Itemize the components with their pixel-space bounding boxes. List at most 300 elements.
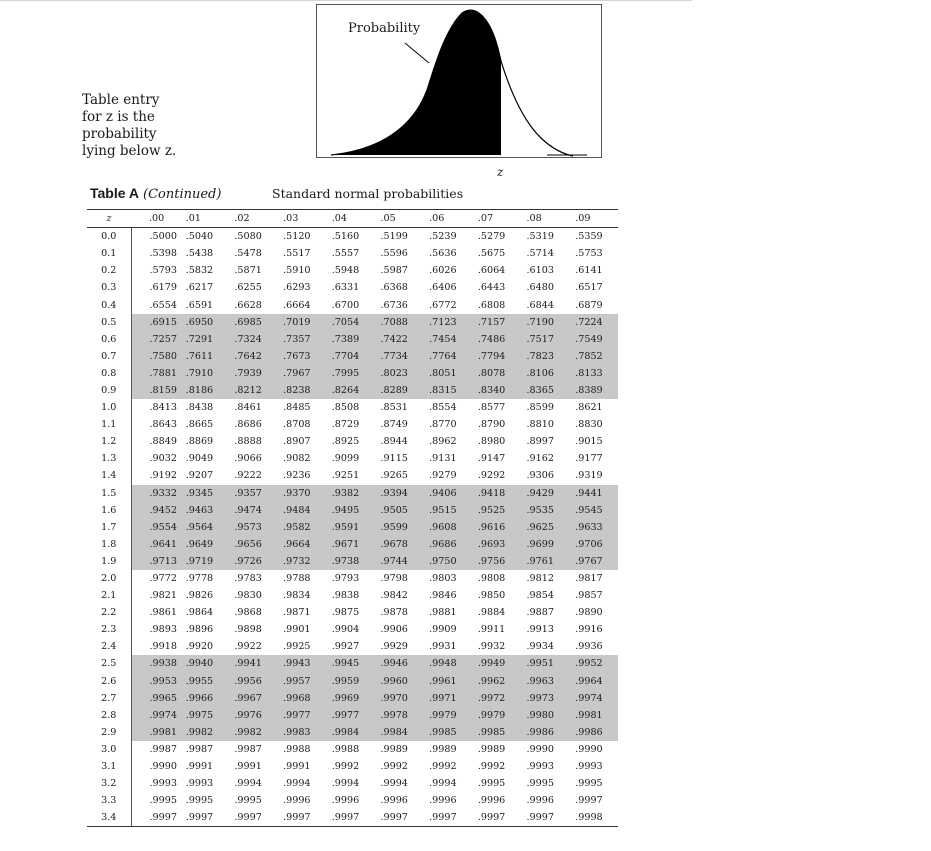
probability-cell: .8849	[149, 436, 177, 448]
probability-cell: .9756	[472, 553, 521, 570]
z-value-cell: 1.1	[87, 416, 131, 433]
table-row	[87, 690, 618, 707]
probability-cell: .9370	[277, 485, 326, 502]
probability-cell: .9978	[374, 707, 423, 724]
z-column-header: z	[87, 210, 131, 228]
probability-cell: .9678	[374, 536, 423, 553]
probability-cell: .9993	[526, 761, 554, 773]
probability-cell: .7823	[521, 348, 570, 365]
probability-cell: .8315	[423, 382, 472, 399]
probability-cell: .9992	[429, 761, 457, 773]
table-row	[87, 433, 618, 450]
probability-cell: .7734	[374, 348, 423, 365]
probability-cell: .9332	[131, 485, 180, 502]
probability-cell: .9977	[277, 707, 326, 724]
probability-cell: .9713	[131, 553, 180, 570]
probability-cell: .9943	[277, 655, 326, 672]
probability-cell: .9441	[569, 485, 618, 502]
probability-cell: .9772	[149, 573, 177, 585]
probability-cell: .9983	[277, 724, 326, 741]
table-row	[87, 792, 618, 809]
probability-cell: .6255	[234, 282, 262, 294]
probability-cell: .9177	[575, 453, 603, 465]
table-row	[87, 570, 618, 587]
probability-cell: .7967	[277, 365, 326, 382]
probability-cell: .8485	[283, 402, 311, 414]
probability-cell: .9995	[149, 795, 177, 807]
z-value-cell: 1.6	[87, 502, 131, 519]
probability-cell: .9719	[180, 553, 229, 570]
probability-cell: .9515	[423, 502, 472, 519]
probability-cell: .8665	[185, 419, 214, 431]
probability-cell: .9988	[331, 743, 360, 755]
probability-cell: .8686	[234, 419, 262, 431]
table-name: Table A	[90, 185, 140, 201]
probability-cell: .7291	[180, 331, 229, 348]
table-subtitle: Standard normal probabilities	[272, 186, 464, 201]
z-value-cell: 0.0	[87, 228, 131, 246]
z-value-cell: 2.1	[87, 587, 131, 604]
probability-cell: .6026	[429, 265, 457, 277]
probability-cell: .6293	[283, 282, 311, 294]
z-value-cell: 0.8	[87, 365, 131, 382]
table-row	[87, 382, 618, 399]
probability-cell: .9732	[277, 553, 326, 570]
probability-cell: .9979	[423, 707, 472, 724]
probability-cell: .9929	[380, 641, 408, 653]
probability-cell: .6331	[331, 282, 360, 294]
probability-cell: .9131	[429, 453, 457, 465]
column-header: .02	[228, 210, 277, 228]
z-value-cell: 1.5	[87, 485, 131, 502]
probability-cell: .9649	[180, 536, 229, 553]
probability-cell: .8962	[429, 436, 457, 448]
probability-cell: .9990	[526, 743, 554, 755]
probability-cell: .9909	[429, 624, 457, 636]
probability-cell: .9664	[277, 536, 326, 553]
probability-cell: .9279	[429, 470, 457, 482]
probability-cell: .9850	[477, 590, 506, 602]
probability-cell: .9394	[374, 485, 423, 502]
probability-cell: .9429	[521, 485, 570, 502]
probability-cell: .9960	[374, 673, 423, 690]
table-row	[87, 809, 618, 827]
probability-cell: .9987	[234, 743, 262, 755]
probability-cell: .9911	[477, 624, 506, 636]
z-value-cell: 2.9	[87, 724, 131, 741]
z-value-cell: 1.7	[87, 519, 131, 536]
probability-cell: .8023	[374, 365, 423, 382]
probability-cell: .9927	[331, 641, 360, 653]
probability-cell: .9842	[380, 590, 408, 602]
probability-cell: .8508	[331, 402, 360, 414]
caption-line-1: Table entry	[82, 92, 160, 108]
table-row	[87, 485, 618, 502]
probability-cell: .9953	[131, 673, 180, 690]
probability-cell: .9992	[331, 761, 360, 773]
probability-cell: .9738	[326, 553, 375, 570]
probability-cell: .6179	[149, 282, 177, 294]
probability-cell: .6985	[228, 314, 277, 331]
probability-cell: .9099	[331, 453, 360, 465]
probability-cell: .9671	[326, 536, 375, 553]
probability-cell: .9985	[423, 724, 472, 741]
probability-cell: .9989	[429, 743, 457, 755]
probability-cell: .9686	[423, 536, 472, 553]
probability-cell: .9986	[521, 724, 570, 741]
probability-cell: .7910	[180, 365, 229, 382]
probability-cell: .9998	[569, 809, 618, 827]
table-row	[87, 416, 618, 433]
probability-cell: .8264	[326, 382, 375, 399]
z-value-cell: 2.5	[87, 655, 131, 672]
z-value-cell: 3.2	[87, 775, 131, 792]
probability-cell: .9982	[228, 724, 277, 741]
probability-cell: .9608	[423, 519, 472, 536]
probability-cell: .5319	[526, 231, 554, 243]
z-value-cell: 0.9	[87, 382, 131, 399]
probability-cell: .9591	[326, 519, 375, 536]
probability-cell: .9957	[277, 673, 326, 690]
probability-cell: .8133	[569, 365, 618, 382]
probability-cell: .9964	[569, 673, 618, 690]
probability-cell: .9861	[149, 607, 177, 619]
z-value-cell: 0.7	[87, 348, 131, 365]
probability-cell: .9987	[185, 743, 214, 755]
probability-cell: .7088	[374, 314, 423, 331]
probability-cell: .5438	[185, 248, 214, 260]
probability-cell: .9994	[234, 778, 262, 790]
probability-cell: .9192	[149, 470, 177, 482]
probability-cell: .9993	[149, 778, 177, 790]
probability-cell: .8159	[131, 382, 180, 399]
z-value-cell: 0.2	[87, 262, 131, 279]
column-header: .03	[277, 210, 326, 228]
probability-cell: .7019	[277, 314, 326, 331]
z-value-cell: 1.4	[87, 467, 131, 484]
probability-cell: .9981	[569, 707, 618, 724]
probability-cell: .9963	[521, 673, 570, 690]
probability-cell: .9744	[374, 553, 423, 570]
probability-cell: .9474	[228, 502, 277, 519]
probability-cell: .9952	[569, 655, 618, 672]
probability-cell: .9994	[380, 778, 408, 790]
probability-cell: .7357	[277, 331, 326, 348]
probability-cell: .9995	[477, 778, 506, 790]
probability-cell: .9699	[521, 536, 570, 553]
table-row	[87, 467, 618, 484]
probability-cell: .7642	[228, 348, 277, 365]
probability-cell: .7517	[521, 331, 570, 348]
table-row	[87, 604, 618, 621]
probability-cell: .9913	[526, 624, 554, 636]
probability-cell: .8790	[477, 419, 506, 431]
table-row	[87, 296, 618, 313]
probability-cell: .6554	[149, 299, 177, 311]
probability-cell: .6915	[131, 314, 180, 331]
probability-cell: .8238	[277, 382, 326, 399]
table-row	[87, 673, 618, 690]
z-value-cell: 0.5	[87, 314, 131, 331]
probability-cell: .9997	[374, 809, 423, 827]
probability-cell: .9904	[331, 624, 360, 636]
probability-cell: .7794	[472, 348, 521, 365]
probability-cell: .9925	[283, 641, 311, 653]
probability-cell: .8365	[521, 382, 570, 399]
probability-cell: .8106	[521, 365, 570, 382]
probability-cell: .9990	[149, 761, 177, 773]
probability-cell: .5160	[331, 231, 360, 243]
column-header: .04	[326, 210, 375, 228]
probability-cell: .9808	[477, 573, 506, 585]
column-header: .09	[569, 210, 618, 228]
probability-cell: .9812	[526, 573, 554, 585]
probability-cell: .7054	[326, 314, 375, 331]
probability-cell: .9992	[477, 761, 506, 773]
probability-cell: .5517	[283, 248, 311, 260]
probability-cell: .9997	[423, 809, 472, 827]
z-value-cell: 0.6	[87, 331, 131, 348]
probability-cell: .9265	[380, 470, 408, 482]
probability-cell: .9846	[429, 590, 457, 602]
probability-cell: .9959	[326, 673, 375, 690]
probability-cell: .9995	[185, 795, 214, 807]
probability-cell: .9918	[149, 641, 177, 653]
probability-cell: .9893	[149, 624, 177, 636]
probability-cell: .9967	[228, 690, 277, 707]
probability-cell: .8830	[575, 419, 603, 431]
table-body	[87, 228, 618, 827]
probability-cell: .9406	[423, 485, 472, 502]
probability-cell: .7611	[180, 348, 229, 365]
probability-cell: .9971	[423, 690, 472, 707]
probability-cell: .7123	[423, 314, 472, 331]
probability-cell: .9946	[374, 655, 423, 672]
probability-cell: .9997	[277, 809, 326, 827]
probability-cell: .6628	[234, 299, 262, 311]
probability-cell: .8212	[228, 382, 277, 399]
probability-cell: .9934	[526, 641, 554, 653]
probability-cell: .5000	[149, 231, 177, 243]
table-row	[87, 331, 618, 348]
z-marker-label: z	[497, 165, 504, 179]
probability-cell: .9115	[380, 453, 408, 465]
probability-cell: .9981	[131, 724, 180, 741]
probability-cell: .6480	[526, 282, 554, 294]
probability-cell: .9887	[526, 607, 554, 619]
probability-cell: .9868	[234, 607, 262, 619]
probability-cell: .5239	[429, 231, 457, 243]
probability-cell: .9995	[526, 778, 554, 790]
table-row	[87, 741, 618, 758]
probability-cell: .9948	[423, 655, 472, 672]
probability-cell: .9147	[477, 453, 506, 465]
probability-cell: .8413	[149, 402, 177, 414]
probability-cell: .5987	[380, 265, 408, 277]
z-value-cell: 2.3	[87, 621, 131, 638]
probability-cell: .9857	[575, 590, 603, 602]
z-value-cell: 3.1	[87, 758, 131, 775]
column-header: .00	[131, 210, 180, 228]
probability-cell: .9798	[380, 573, 408, 585]
probability-cell: .8078	[472, 365, 521, 382]
z-value-cell: 0.4	[87, 296, 131, 313]
probability-cell: .9830	[234, 590, 262, 602]
probability-cell: .7157	[472, 314, 521, 331]
z-value-cell: 2.8	[87, 707, 131, 724]
table-row	[87, 655, 618, 672]
probability-cell: .9961	[423, 673, 472, 690]
table-row	[87, 450, 618, 467]
probability-cell: .6443	[477, 282, 506, 294]
probability-cell: .9996	[477, 795, 506, 807]
probability-cell: .8621	[575, 402, 603, 414]
probability-cell: .7257	[131, 331, 180, 348]
probability-cell: .9979	[472, 707, 521, 724]
table-row	[87, 365, 618, 382]
probability-cell: .7939	[228, 365, 277, 382]
probability-cell: .9969	[326, 690, 375, 707]
caption-line-3: probability	[82, 126, 157, 142]
probability-cell: .9345	[180, 485, 229, 502]
probability-cell: .9975	[180, 707, 229, 724]
probability-cell: .9993	[185, 778, 214, 790]
probability-cell: .6772	[429, 299, 457, 311]
probability-cell: .9535	[521, 502, 570, 519]
probability-cell: .8051	[423, 365, 472, 382]
probability-cell: .5359	[575, 231, 603, 243]
probability-cell: .9015	[575, 436, 603, 448]
probability-cell: .6700	[331, 299, 360, 311]
probability-cell: .9992	[380, 761, 408, 773]
probability-cell: .8944	[380, 436, 408, 448]
z-value-cell: 3.3	[87, 792, 131, 809]
z-value-cell: 2.2	[87, 604, 131, 621]
probability-cell: .6064	[477, 265, 506, 277]
probability-cell: .9995	[234, 795, 262, 807]
probability-cell: .9931	[429, 641, 457, 653]
probability-cell: .9761	[521, 553, 570, 570]
probability-cell: .5596	[380, 248, 408, 260]
probability-cell: .8708	[283, 419, 311, 431]
probability-cell: .9997	[228, 809, 277, 827]
table-row	[87, 348, 618, 365]
probability-cell: .9726	[228, 553, 277, 570]
probability-cell: .9945	[326, 655, 375, 672]
probability-cell: .9881	[429, 607, 457, 619]
probability-cell: .9788	[283, 573, 311, 585]
probability-cell: .5398	[149, 248, 177, 260]
z-value-cell: 0.3	[87, 279, 131, 296]
probability-cell: .9452	[131, 502, 180, 519]
probability-cell: .9803	[429, 573, 457, 585]
probability-cell: .9236	[283, 470, 311, 482]
probability-cell: .9996	[429, 795, 457, 807]
probability-cell: .8438	[185, 402, 214, 414]
probability-cell: .8810	[526, 419, 554, 431]
probability-cell: .8770	[429, 419, 457, 431]
probability-cell: .7224	[569, 314, 618, 331]
probability-cell: .9936	[575, 641, 603, 653]
probability-cell: .7580	[131, 348, 180, 365]
probability-cell: .5714	[526, 248, 554, 260]
probability-cell: .9997	[575, 795, 603, 807]
probability-cell: .9938	[131, 655, 180, 672]
probability-cell: .8289	[374, 382, 423, 399]
probability-cell: .9693	[472, 536, 521, 553]
probability-cell: .9980	[521, 707, 570, 724]
probability-cell: .9382	[326, 485, 375, 502]
probability-cell: .9997	[131, 809, 180, 827]
probability-cell: .9495	[326, 502, 375, 519]
probability-cell: .7764	[423, 348, 472, 365]
probability-cell: .9997	[326, 809, 375, 827]
probability-cell: .6368	[380, 282, 408, 294]
probability-cell: .5040	[185, 231, 214, 243]
z-value-cell: 2.7	[87, 690, 131, 707]
probability-cell: .9207	[185, 470, 214, 482]
probability-cell: .9066	[234, 453, 262, 465]
probability-cell: .9916	[575, 624, 603, 636]
z-value-cell: 1.8	[87, 536, 131, 553]
probability-cell: .7454	[423, 331, 472, 348]
probability-cell: .9633	[569, 519, 618, 536]
probability-cell: .6664	[283, 299, 311, 311]
probability-cell: .9854	[526, 590, 554, 602]
probability-cell: .9920	[185, 641, 214, 653]
probability-cell: .9554	[131, 519, 180, 536]
probability-cell: .8577	[477, 402, 506, 414]
probability-cell: .8531	[380, 402, 408, 414]
probability-cell: .5199	[380, 231, 408, 243]
table-row	[87, 399, 618, 416]
probability-cell: .6844	[526, 299, 554, 311]
probability-cell: .9625	[521, 519, 570, 536]
probability-cell: .9977	[326, 707, 375, 724]
probability-cell: .6736	[380, 299, 408, 311]
probability-cell: .9989	[380, 743, 408, 755]
probability-cell: .9996	[283, 795, 311, 807]
probability-cell: .9292	[477, 470, 506, 482]
caption-line-2: for z is the	[82, 109, 155, 125]
probability-cell: .9974	[569, 690, 618, 707]
table-row	[87, 621, 618, 638]
table-row	[87, 638, 618, 655]
probability-cell: .8749	[380, 419, 408, 431]
probability-cell: .9985	[472, 724, 521, 741]
probability-cell: .7549	[569, 331, 618, 348]
z-value-cell: 3.4	[87, 809, 131, 827]
probability-cell: .9991	[283, 761, 311, 773]
probability-cell: .9049	[185, 453, 214, 465]
probability-cell: .8907	[283, 436, 311, 448]
probability-cell: .9951	[521, 655, 570, 672]
probability-cell: .5871	[234, 265, 262, 277]
probability-cell: .7881	[131, 365, 180, 382]
probability-cell: .9656	[228, 536, 277, 553]
probability-cell: .9922	[234, 641, 262, 653]
probability-cell: .9974	[131, 707, 180, 724]
z-value-cell: 1.0	[87, 399, 131, 416]
table-caption	[82, 92, 222, 160]
table-row	[87, 228, 618, 246]
z-value-cell: 1.9	[87, 553, 131, 570]
probability-cell: .9932	[477, 641, 506, 653]
probability-cell: .6591	[185, 299, 214, 311]
probability-cell: .8186	[180, 382, 229, 399]
probability-cell: .9994	[429, 778, 457, 790]
probability-cell: .5832	[185, 265, 214, 277]
